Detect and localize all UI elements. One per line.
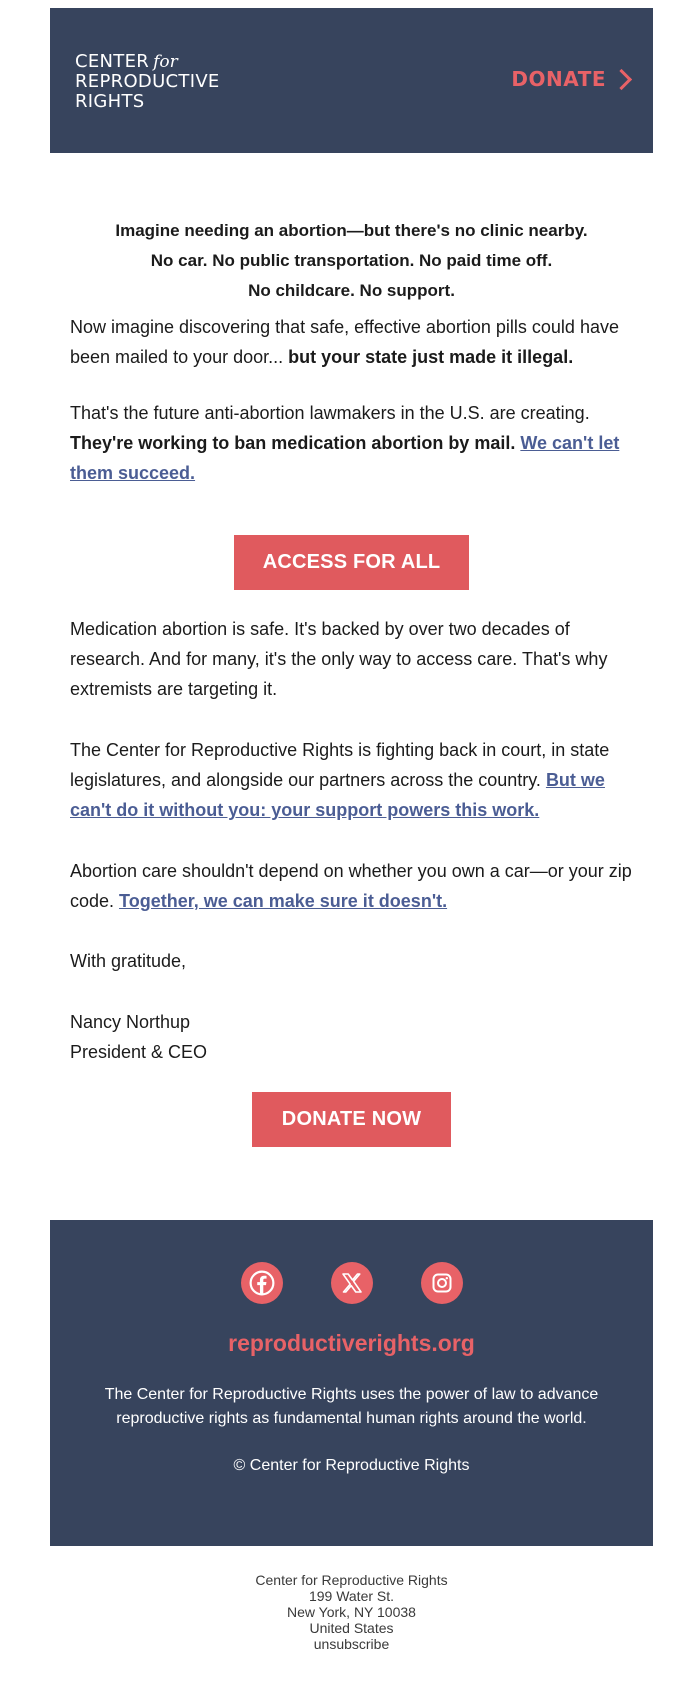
x-icon[interactable] [331, 1262, 373, 1304]
intro-line-2: No car. No public transportation. No paid time off. [150, 251, 553, 270]
address-org: Center for Reproductive Rights [255, 1572, 448, 1588]
unsubscribe-link[interactable]: unsubscribe [313, 1636, 390, 1652]
paragraph-3 [70, 614, 633, 704]
paragraph-1-bold: but your state just made it illegal. [288, 347, 574, 367]
paragraph-2 [70, 398, 633, 488]
intro-block [50, 216, 653, 306]
donate-now-button[interactable]: DONATE NOW [252, 1092, 451, 1147]
signature-name: Nancy Northup [70, 1012, 191, 1032]
logo-text-center: CENTER [75, 51, 150, 72]
signature [70, 1007, 633, 1067]
chevron-right-icon [611, 69, 632, 90]
address-city: New York, NY 10038 [287, 1604, 416, 1620]
paragraph-1-text: Now imagine discovering that safe, effective abortion pills could have been mailed to your door... [70, 317, 619, 367]
logo-text-for: for [153, 52, 178, 72]
intro-line-1: Imagine needing an abortion—but there's no clinic nearby. [115, 221, 588, 240]
paragraph-4 [70, 735, 633, 825]
email-header [50, 8, 653, 153]
header-donate-label: DONATE [511, 67, 606, 91]
facebook-icon[interactable] [241, 1262, 283, 1304]
crr-logo[interactable] [75, 52, 220, 112]
mailing-address [50, 1572, 653, 1652]
paragraph-2-bold: They're working to ban medication abortion by mail. [70, 433, 516, 453]
succeed-link[interactable]: We can't let them succeed. [70, 433, 620, 483]
signoff-closing: With gratitude, [70, 951, 187, 971]
paragraph-5-text: Abortion care shouldn't depend on whether you own a car—or your zip code. [70, 861, 632, 911]
paragraph-3-text: Medication abortion is safe. It's backed by over two decades of research. And for many, it's the only way to access care. That's why extremists are targeting it. [70, 619, 608, 699]
paragraph-4-text: The Center for Reproductive Rights is fighting back in court, in state legislatures, and alongside our partners across the country. [70, 740, 610, 790]
signature-title: President & CEO [70, 1042, 208, 1062]
paragraph-1 [70, 312, 633, 372]
copyright-text: © Center for Reproductive Rights [233, 1457, 470, 1474]
social-links [50, 1262, 653, 1304]
together-link[interactable]: Together, we can make sure it doesn't. [119, 891, 448, 911]
logo-text-reproductive: REPRODUCTIVE [75, 71, 220, 92]
access-for-all-button[interactable]: ACCESS FOR ALL [234, 535, 469, 590]
email-footer [50, 1220, 653, 1546]
address-country: United States [309, 1620, 394, 1636]
paragraph-2-text: That's the future anti-abortion lawmakers in the U.S. are creating. [70, 403, 590, 423]
logo-text-rights: RIGHTS [75, 91, 145, 112]
address-street: 199 Water St. [308, 1588, 395, 1604]
intro-line-3: No childcare. No support. [248, 281, 455, 300]
mission-statement: The Center for Reproductive Rights uses the power of law to advance reproductive rights as fundamental human rights around the world. [104, 1386, 599, 1427]
support-link[interactable]: But we can't do it without you: your support powers this work. [70, 770, 605, 820]
paragraph-5 [70, 856, 633, 916]
header-donate-link[interactable] [511, 67, 629, 91]
instagram-icon[interactable] [421, 1262, 463, 1304]
website-link[interactable]: reproductiverights.org [228, 1330, 475, 1356]
